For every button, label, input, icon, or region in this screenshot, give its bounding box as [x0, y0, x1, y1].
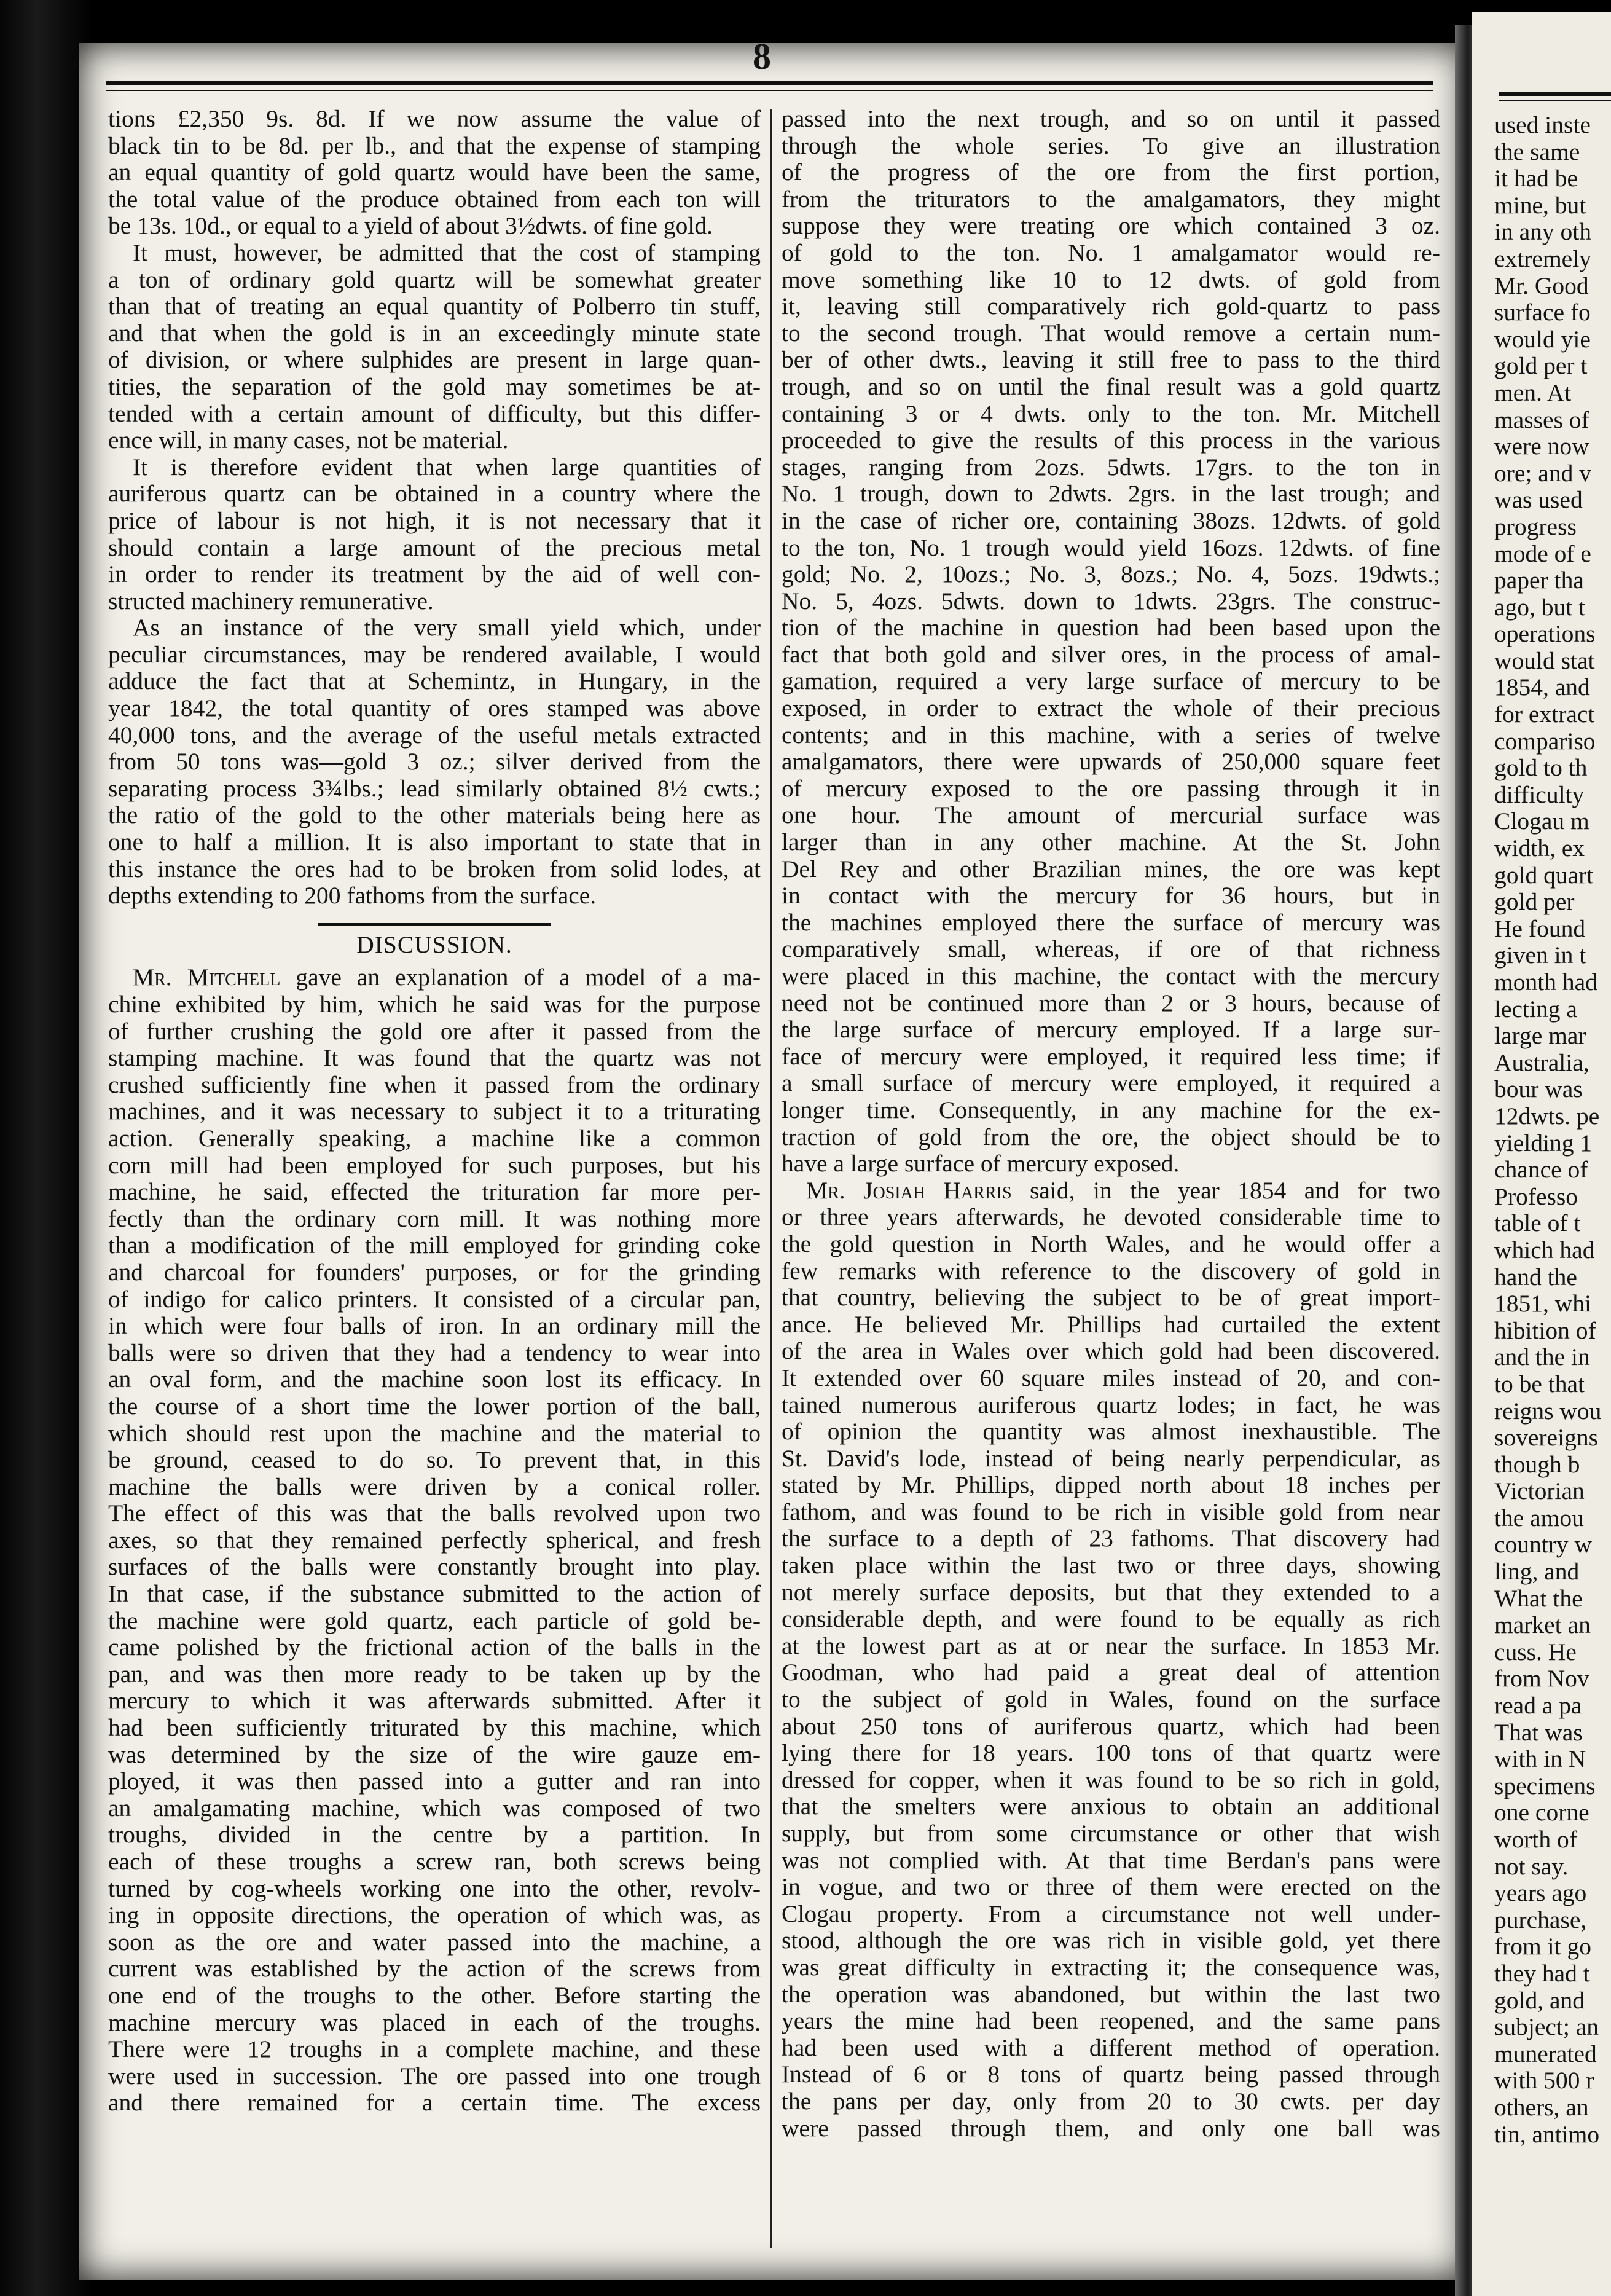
- next-page-line-fragment: it had be: [1494, 165, 1578, 192]
- text-line: which should rest upon the machine and the material to: [108, 1419, 761, 1447]
- left-column: [108, 106, 761, 2117]
- text-line: black tin to be 8d. per lb., and that the expense of stamping: [108, 132, 761, 159]
- text-line: tion of the machine in question had been based upon the: [782, 614, 1440, 642]
- next-page-line-fragment: sovereigns: [1494, 1424, 1598, 1452]
- text-line: There were 12 troughs in a complete machine, and these: [108, 2035, 761, 2063]
- text-line: in the case of richer ore, containing 38ozs. 12dwts. of gold: [782, 506, 1440, 534]
- text-line: peculiar circumstances, may be rendered available, I would: [108, 640, 761, 668]
- text-line: Goodman, who had paid a great deal of attention: [782, 1659, 1440, 1686]
- text-line: ing in opposite directions, the operation of which was, as: [108, 1901, 761, 1929]
- text-line: the pans per day, only from 20 to 30 cwts. per day: [782, 2087, 1440, 2115]
- next-page-line-fragment: which had: [1494, 1236, 1595, 1264]
- text-line: were passed through them, and only one ball was: [782, 2114, 1440, 2142]
- speaker-name-mitchell: Mr. Mitchell: [133, 964, 281, 991]
- next-page-line-fragment: given in t: [1494, 942, 1586, 969]
- text-line: corn mill had been employed for such purposes, but his: [108, 1151, 761, 1179]
- next-page-line-fragment: hibition of: [1494, 1316, 1596, 1344]
- text-line: one to half a million. It is also important to state that in: [108, 828, 761, 856]
- text-line: year 1842, the total quantity of ores stamped was above: [108, 694, 761, 722]
- text-line: It is therefore evident that when large quantities of: [133, 453, 761, 481]
- next-page-line-fragment: Australia,: [1494, 1048, 1589, 1076]
- next-page-line-fragment: tin, antimo: [1494, 2120, 1600, 2148]
- text-line: it, leaving still comparatively rich gold-quartz to pass: [782, 293, 1440, 320]
- next-page-line-fragment: not say.: [1494, 1852, 1569, 1880]
- harris-first-line: [782, 1177, 1440, 1205]
- next-page-line-fragment: 1854, and: [1494, 674, 1590, 701]
- text-line: longer time. Consequently, in any machine for the ex-: [782, 1096, 1440, 1123]
- text-line: the gold question in North Wales, and he would offer a: [782, 1230, 1440, 1257]
- text-line: the large surface of mercury employed. If a large sur-: [782, 1016, 1440, 1044]
- next-page-line-fragment: ago, but t: [1494, 593, 1586, 621]
- text-line: comparatively small, whereas, if ore of that richness: [782, 935, 1440, 963]
- next-page-line-fragment: large mar: [1494, 1022, 1586, 1050]
- text-line: face of mercury were employed, it required less time; if: [782, 1042, 1440, 1070]
- text-line: stages, ranging from 2ozs. 5dwts. 17grs. to the ton in: [782, 453, 1440, 481]
- next-page-line-fragment: the same: [1494, 138, 1580, 165]
- text-line: an amalgamating machine, which was composed of two: [108, 1794, 761, 1822]
- text-line: in which were four balls of iron. In an ordinary mill the: [108, 1312, 761, 1340]
- text-line: troughs, divided in the centre by a partition. In: [108, 1821, 761, 1849]
- next-page-line-fragment: used inste: [1494, 111, 1591, 138]
- text-line: an equal quantity of gold quartz would have been the same,: [108, 159, 761, 186]
- text-line: tities, the separation of the gold may sometimes be at-: [108, 372, 761, 400]
- next-page-line-fragment: gold per t: [1494, 352, 1588, 380]
- text-line: machines, and it was necessary to subject it to a triturating: [108, 1098, 761, 1125]
- text-line: should contain a large amount of the precious metal: [108, 533, 761, 561]
- text-line: of division, or where sulphides are present in large quan-: [108, 346, 761, 374]
- next-page-line-fragment: with 500 r: [1494, 2067, 1594, 2094]
- text-line: dressed for copper, when it was found to be so rich in gold,: [782, 1766, 1440, 1793]
- text-line: larger than in any other machine. At the St. John: [782, 828, 1440, 856]
- text-line: trough, and so on until the final result was a gold quartz: [782, 372, 1440, 400]
- next-page-line-fragment: worth of: [1494, 1826, 1577, 1853]
- next-page-line-fragment: and the in: [1494, 1343, 1590, 1371]
- page-number: 8: [753, 36, 771, 77]
- next-page-line-fragment: in any oth: [1494, 218, 1591, 246]
- next-page-line-fragment: the amou: [1494, 1504, 1584, 1531]
- text-line: stamping machine. It was found that the quartz was not: [108, 1044, 761, 1072]
- next-page-line-fragment: He found: [1494, 914, 1586, 942]
- next-page-line-fragment: difficulty: [1494, 780, 1585, 808]
- text-line: traction of gold from the ore, the object should be to: [782, 1123, 1440, 1150]
- header-double-rule: [106, 81, 1433, 91]
- text-line: were used in succession. The ore passed into one trough: [108, 2062, 761, 2090]
- text-line: It must, however, be admitted that the cost of stamping: [133, 238, 761, 266]
- next-page-line-fragment: ling, and: [1494, 1558, 1580, 1586]
- next-page-line-fragment: progress: [1494, 513, 1577, 540]
- next-page-line-fragment: mode of e: [1494, 540, 1591, 567]
- text-line: St. David's lode, instead of being nearly perpendicular, as: [782, 1444, 1440, 1472]
- text-line: at the lowest part as at or near the surface. In 1853 Mr.: [782, 1632, 1440, 1659]
- next-page-line-fragment: with in N: [1494, 1745, 1586, 1773]
- text-line: from 50 tons was—gold 3 oz.; silver derived from the: [108, 748, 761, 776]
- next-page-line-fragment: one corne: [1494, 1799, 1589, 1826]
- text-line: the course of a short time the lower portion of the ball,: [108, 1392, 761, 1420]
- text-line: the surface to a depth of 23 fathoms. That discovery had: [782, 1525, 1440, 1552]
- next-page-line-fragment: they had t: [1494, 1959, 1590, 1987]
- text-line: one end of the troughs to the other. Before starting the: [108, 1981, 761, 2009]
- mitchell-continuation-paragraph: [782, 106, 1440, 1177]
- text-line: move something like 10 to 12 dwts. of gold from: [782, 265, 1440, 293]
- text-line: turned by cog-wheels working one into the other, revolv-: [108, 1874, 761, 1902]
- text-line: taken place within the last two or three days, showing: [782, 1552, 1440, 1579]
- text-line: through the whole series. To give an illustration: [782, 132, 1440, 159]
- discussion-paragraph-mitchell: [108, 964, 761, 2117]
- discussion-first-line: [108, 964, 761, 991]
- discussion-first-line-text: gave an explanation of a model of a ma-: [280, 964, 761, 991]
- text-line: machine mercury was placed in each of the troughs.: [108, 2008, 761, 2036]
- text-line: than that of treating an equal quantity of Polberro tin stuff,: [108, 293, 761, 320]
- text-line: contents; and in this machine, with a series of twelve: [782, 721, 1440, 749]
- paragraph: [108, 615, 761, 910]
- text-line: containing 3 or 4 dwts. only to the ton. Mr. Mitchell: [782, 399, 1440, 427]
- text-line: in contact with the mercury for 36 hours, but in: [782, 882, 1440, 910]
- next-page-line-fragment: purchase,: [1494, 1906, 1587, 1933]
- next-page-line-fragment: reigns wou: [1494, 1397, 1602, 1425]
- next-page-line-fragment: for extract: [1494, 701, 1595, 728]
- paragraph: [108, 240, 761, 454]
- next-page-line-fragment: extremely: [1494, 245, 1591, 272]
- text-line: As an instance of the very small yield which, under: [133, 614, 761, 642]
- text-line: exposed, in order to extract the whole of their precious: [782, 694, 1440, 722]
- text-line: surfaces of the balls were constantly brought into play.: [108, 1553, 761, 1581]
- paragraph: [108, 454, 761, 615]
- text-line: not merely surface deposits, but that they extended to a: [782, 1578, 1440, 1606]
- next-page-line-fragment: hand the: [1494, 1263, 1577, 1291]
- text-line: one hour. The amount of mercurial surface was: [782, 801, 1440, 829]
- text-line: were placed in this machine, the contact with the mercury: [782, 962, 1440, 989]
- text-line: years the mine had been reopened, and the same pans: [782, 2007, 1440, 2035]
- text-line: ployed, it was then passed into a gutter and ran into: [108, 1767, 761, 1795]
- text-line: this instance the ores had to be broken from solid lodes, at: [108, 855, 761, 883]
- text-line: stated by Mr. Phillips, dipped north about 18 inches per: [782, 1471, 1440, 1499]
- text-line: be 13s. 10d., or equal to a yield of about 3½dwts. of fine gold.: [108, 212, 713, 240]
- text-line: mercury to which it was afterwards submitted. After it: [108, 1687, 761, 1715]
- text-line: a small surface of mercury were employed, it required a: [782, 1069, 1440, 1097]
- next-page-line-fragment: 12dwts. pe: [1494, 1102, 1600, 1130]
- text-line: In that case, if the substance submitted to the action of: [108, 1580, 761, 1608]
- text-line: of the area in Wales over which gold had been discovered.: [782, 1337, 1440, 1365]
- text-line: from the triturators to the amalgamators, they might: [782, 185, 1440, 213]
- next-page-line-fragment: others, an: [1494, 2093, 1589, 2121]
- next-page-line-fragment: table of t: [1494, 1209, 1581, 1237]
- next-page-line-fragment: 1851, whi: [1494, 1290, 1591, 1318]
- text-line: and that when the gold is in an exceedingly minute state: [108, 319, 761, 347]
- next-page-line-fragment: yielding 1: [1494, 1129, 1593, 1157]
- left-column-paragraphs: [108, 106, 761, 910]
- text-line: the operation was abandoned, but within the last two: [782, 1980, 1440, 2008]
- text-line: few remarks with reference to the discovery of gold in: [782, 1257, 1440, 1284]
- text-line: pan, and was then more ready to be taken up by the: [108, 1660, 761, 1688]
- text-line: balls were so driven that they had a tendency to wear into: [108, 1339, 761, 1366]
- next-page-line-fragment: ore; and v: [1494, 459, 1591, 487]
- text-line: and charcoal for founders' purposes, or for the grinding: [108, 1258, 761, 1286]
- text-line: separating process 3¾lbs.; lead similarly obtained 8½ cwts.;: [108, 774, 761, 802]
- next-page-line-fragment: chance of: [1494, 1156, 1588, 1184]
- text-line: to the ton, No. 1 trough would yield 16ozs. 12dwts. of fine: [782, 533, 1440, 561]
- text-line: stood, although the ore was rich in visible gold, yet there: [782, 1927, 1440, 1954]
- text-line: tions £2,350 9s. 8d. If we now assume the value of: [108, 105, 761, 132]
- next-page-line-fragment: were now: [1494, 433, 1589, 460]
- text-line: axes, so that they remained perfectly spherical, and fresh: [108, 1526, 761, 1554]
- text-line: Instead of 6 or 8 tons of quartz being passed through: [782, 2061, 1440, 2088]
- text-line: No. 1 trough, down to 2dwts. 2grs. in the last trough; and: [782, 480, 1440, 508]
- section-divider-rule: [318, 923, 551, 926]
- next-page-line-fragment: specimens: [1494, 1772, 1596, 1799]
- next-page-line-fragment: operations: [1494, 620, 1596, 648]
- next-page-line-fragment: lecting a: [1494, 995, 1577, 1023]
- text-line: an oval form, and the machine soon lost its efficacy. In: [108, 1366, 761, 1393]
- next-page-line-fragment: read a pa: [1494, 1692, 1582, 1720]
- text-line: suppose they were treating ore which contained 3 oz.: [782, 212, 1440, 240]
- next-page-line-fragment: gold, and: [1494, 1986, 1585, 2014]
- text-line: came polished by the frictional action of the balls in the: [108, 1634, 761, 1661]
- text-line: or three years afterwards, he devoted considerable time to: [782, 1203, 1440, 1231]
- text-line: auriferous quartz can be obtained in a country where the: [108, 480, 761, 508]
- text-line: tained numerous auriferous quartz lodes; in fact, he was: [782, 1391, 1440, 1418]
- text-line: had been used with a different method of operation.: [782, 2034, 1440, 2061]
- text-line: that country, believing the subject to be of great import-: [782, 1284, 1440, 1311]
- text-line: a ton of ordinary gold quartz will be somewhat greater: [108, 265, 761, 293]
- text-line: Del Rey and other Brazilian mines, the ore was kept: [782, 855, 1440, 883]
- text-line: chine exhibited by him, which he said was for the purpose: [108, 991, 761, 1018]
- text-line: each of these troughs a screw ran, both screws being: [108, 1848, 761, 1875]
- next-page-line-fragment: though b: [1494, 1450, 1580, 1478]
- text-line: to the second trough. That would remove a certain num-: [782, 319, 1440, 347]
- text-line: was determined by the size of the wire gauze em-: [108, 1740, 761, 1768]
- text-line: fectly than the ordinary corn mill. It was nothing more: [108, 1205, 761, 1232]
- text-line: crushed sufficiently fine when it passed from the ordinary: [108, 1071, 761, 1098]
- text-line: machine the balls were driven by a conical roller.: [108, 1472, 761, 1500]
- text-line: in vogue, and two or three of them were erected on the: [782, 1873, 1440, 1901]
- text-line: of the progress of the ore from the first portion,: [782, 159, 1440, 186]
- next-page-column-fragment: [1494, 112, 1611, 2148]
- text-line: 40,000 tons, and the average of the useful metals extracted: [108, 721, 761, 749]
- text-line: about 250 tons of auriferous quartz, which had been: [782, 1712, 1440, 1740]
- text-line: considerable depth, and were found to be equally as rich: [782, 1605, 1440, 1633]
- next-page-line-fragment: masses of: [1494, 406, 1589, 433]
- text-line: in order to render its treatment by the aid of well con-: [108, 560, 761, 588]
- text-line: machine, he said, effected the trituration far more per-: [108, 1178, 761, 1206]
- text-line: the ratio of the gold to the other materials being here as: [108, 801, 761, 829]
- next-page-line-fragment: width, ex: [1494, 835, 1585, 862]
- text-line: supply, but from some circumstance or other that wish: [782, 1820, 1440, 1847]
- text-line: was great difficulty in extracting it; the consequence was,: [782, 1953, 1440, 1981]
- next-page-line-fragment: gold to th: [1494, 754, 1588, 782]
- text-line: structed machinery remunerative.: [108, 587, 434, 615]
- text-line: was not complied with. At that time Berdan's pans were: [782, 1846, 1440, 1874]
- next-page-line-fragment: years ago: [1494, 1879, 1587, 1907]
- text-line: ance. He believed Mr. Phillips had curtailed the extent: [782, 1310, 1440, 1338]
- next-page-line-fragment: gold quart: [1494, 861, 1594, 889]
- paragraph: [108, 106, 761, 240]
- text-line: depths extending to 200 fathoms from the surface.: [108, 882, 597, 910]
- next-page-line-fragment: That was: [1494, 1718, 1583, 1746]
- text-line: need not be continued more than 2 or 3 hours, because of: [782, 989, 1440, 1016]
- next-page-line-fragment: would yie: [1494, 325, 1591, 353]
- next-page-line-fragment: surface fo: [1494, 299, 1591, 326]
- text-line: lying there for 18 years. 100 tons of that quartz were: [782, 1739, 1440, 1767]
- text-line: current was established by the action of the screws from: [108, 1955, 761, 1983]
- next-page-line-fragment: Victorian: [1494, 1477, 1585, 1505]
- next-page-line-fragment: Mr. Good: [1494, 272, 1589, 299]
- text-line: of indigo for calico printers. It consisted of a circular pan,: [108, 1285, 761, 1313]
- text-line: that the smelters were anxious to obtain an additional: [782, 1793, 1440, 1820]
- text-line: of further crushing the gold ore after it passed from the: [108, 1017, 761, 1045]
- next-page-line-fragment: cuss. He: [1494, 1638, 1577, 1665]
- harris-first-line-text: said, in the year 1854 and for two: [1011, 1176, 1440, 1204]
- speaker-name-harris: Mr. Josiah Harris: [806, 1176, 1012, 1204]
- next-page-line-fragment: subject; an: [1494, 2013, 1599, 2041]
- next-page-line-fragment: Professo: [1494, 1182, 1578, 1210]
- discussion-paragraph-harris: [782, 1177, 1440, 2142]
- text-line: the total value of the produce obtained from each ton will: [108, 185, 761, 213]
- text-line: fact that both gold and silver ores, in the process of amal-: [782, 640, 1440, 668]
- text-line: the machine were gold quartz, each particle of gold be-: [108, 1606, 761, 1634]
- next-page-line-fragment: month had: [1494, 969, 1597, 996]
- next-page-line-fragment: What the: [1494, 1584, 1583, 1612]
- discussion-heading: DISCUSSION.: [356, 930, 512, 958]
- text-line: tended with a certain amount of difficulty, but this differ-: [108, 399, 761, 427]
- next-page-top-rule: [1499, 92, 1611, 101]
- text-line: had been sufficiently triturated by this machine, which: [108, 1714, 761, 1742]
- next-page-line-fragment: paper tha: [1494, 567, 1584, 594]
- next-page-line-fragment: bour was: [1494, 1075, 1583, 1103]
- text-line: than a modification of the mill employed for grinding coke: [108, 1232, 761, 1259]
- text-line: action. Generally speaking, a machine like a common: [108, 1124, 761, 1152]
- text-line: to the subject of gold in Wales, found on the surface: [782, 1686, 1440, 1713]
- text-line: be ground, ceased to do so. To prevent that, in this: [108, 1446, 761, 1474]
- next-page-line-fragment: country w: [1494, 1531, 1593, 1559]
- text-line: price of labour is not high, it is not necessary that it: [108, 506, 761, 534]
- next-page-line-fragment: from Nov: [1494, 1665, 1589, 1693]
- text-line: proceeded to give the results of this process in the various: [782, 427, 1440, 454]
- next-page-line-fragment: compariso: [1494, 727, 1596, 755]
- text-line: and there remained for a certain time. The excess: [108, 2089, 761, 2117]
- text-line: adduce the fact that at Schemintz, in Hungary, in the: [108, 667, 761, 695]
- text-line: The effect of this was that the balls revolved upon two: [108, 1500, 761, 1527]
- text-line: soon as the ore and water passed into the machine, a: [108, 1928, 761, 1956]
- text-line: fathom, and was found to be rich in visible gold from near: [782, 1498, 1440, 1525]
- text-line: Clogau property. From a circumstance not well under-: [782, 1900, 1440, 1927]
- next-page-line-fragment: was used: [1494, 486, 1583, 514]
- text-line: have a large surface of mercury exposed.: [782, 1150, 1180, 1177]
- text-line: of mercury exposed to the ore passing through it in: [782, 774, 1440, 802]
- next-page-line-fragment: market an: [1494, 1611, 1591, 1639]
- next-page-line-fragment: mine, but: [1494, 191, 1586, 219]
- next-page-line-fragment: from it go: [1494, 1933, 1591, 1960]
- next-page-line-fragment: Clogau m: [1494, 808, 1589, 835]
- next-page-line-fragment: would stat: [1494, 647, 1595, 674]
- text-line: gamation, required a very large surface of mercury to be: [782, 667, 1440, 695]
- next-page-line-fragment: to be that: [1494, 1370, 1585, 1398]
- text-line: of gold to the ton. No. 1 amalgamator would re-: [782, 238, 1440, 266]
- text-line: It extended over 60 square miles instead of 20, and con-: [782, 1364, 1440, 1391]
- text-line: of opinion the quantity was almost inexhaustible. The: [782, 1418, 1440, 1445]
- column-divider: [770, 109, 772, 2248]
- next-page-line-fragment: gold per: [1494, 888, 1575, 916]
- text-line: gold; No. 2, 10ozs.; No. 3, 8ozs.; No. 4, 5ozs. 19dwts.;: [782, 560, 1440, 588]
- next-page-line-fragment: men. At: [1494, 379, 1572, 406]
- text-line: amalgamators, there were upwards of 250,000 square feet: [782, 748, 1440, 776]
- text-line: passed into the next trough, and so on until it passed: [782, 105, 1440, 132]
- next-page-line-fragment: munerated: [1494, 2040, 1597, 2067]
- right-column: [782, 106, 1440, 2142]
- text-line: No. 5, 4ozs. 5dwts. down to 1dwts. 23grs. The construc-: [782, 587, 1440, 615]
- text-line: ber of other dwts., leaving it still free to pass to the third: [782, 346, 1440, 374]
- text-line: the machines employed there the surface of mercury was: [782, 908, 1440, 936]
- text-line: ence will, in many cases, not be material.: [108, 427, 509, 454]
